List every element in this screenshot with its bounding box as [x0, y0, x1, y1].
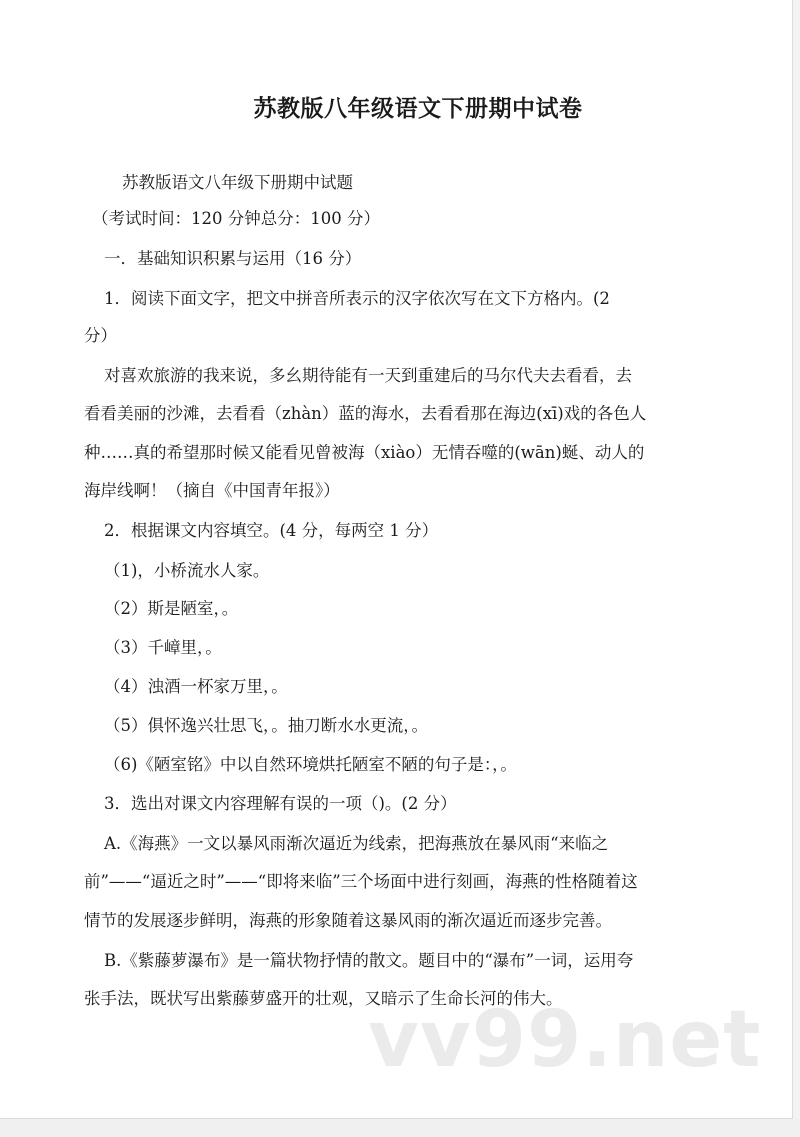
option-b-line: 张手法，既状写出紫藤萝盛开的壮观，又暗示了生命长河的伟大。: [84, 989, 563, 1008]
fill-in-item: （6)《陋室铭》中以自然环境烘托陋室不陋的句子是：，。: [104, 755, 517, 774]
question-2-prompt: 2．根据课文内容填空。(4 分，每两空 1 分）: [104, 521, 439, 540]
fill-in-item: （3）千嶂里，。: [104, 638, 222, 657]
fill-in-item: （1)，小桥流水人家。: [104, 561, 270, 580]
fill-in-item: （2）斯是陋室，。: [104, 599, 239, 618]
fill-in-item: （5）俱怀逸兴壮思飞，。抽刀断水水更流，。: [104, 716, 428, 735]
question-3-prompt: 3．选出对课文内容理解有误的一项（)。(2 分）: [104, 794, 457, 813]
exam-subtitle: 苏教版语文八年级下册期中试题: [122, 173, 353, 192]
document-title: 苏教版八年级语文下册期中试卷: [253, 96, 583, 122]
section-heading: 一．基础知识积累与运用（16 分）: [104, 249, 362, 268]
passage-line: 海岸线啊！（摘自《中国青年报》）: [84, 481, 340, 500]
passage-line: 种……真的希望那时候又能看见曾被海（xiào）无情吞噬的(wān)蜒、动人的: [84, 443, 645, 462]
site-watermark: vv99.net: [368, 995, 762, 1085]
question-1-prompt-cont: 分）: [84, 326, 117, 345]
passage-line: 看看美丽的沙滩，去看看（zhàn）蓝的海水，去看看那在海边(xī)戏的各色人: [84, 404, 647, 423]
option-a-line: 情节的发展逐步鲜明，海燕的形象随着这暴风雨的渐次逼近而逐步完善。: [84, 911, 612, 930]
exam-info: （考试时间：120 分钟总分：100 分）: [92, 209, 380, 228]
option-a-line: 前”——“逼近之时”——“即将来临”三个场面中进行刻画，海燕的性格随着这: [84, 872, 638, 891]
option-b-line: B.《紫藤萝瀑布》是一篇状物抒情的散文。题目中的“瀑布”一词，运用夸: [104, 951, 634, 970]
fill-in-item: （4）浊酒一杯家万里，。: [104, 677, 288, 696]
question-1-prompt: 1．阅读下面文字，把文中拼音所表示的汉字依次写在文下方格内。(2: [104, 289, 610, 308]
page-bottom-gutter: [0, 1119, 800, 1137]
option-a-line: A.《海燕》一文以暴风雨渐次逼近为线索，把海燕放在暴风雨“来临之: [104, 834, 609, 853]
passage-line: 对喜欢旅游的我来说，多幺期待能有一天到重建后的马尔代夫去看看，去: [104, 366, 632, 385]
